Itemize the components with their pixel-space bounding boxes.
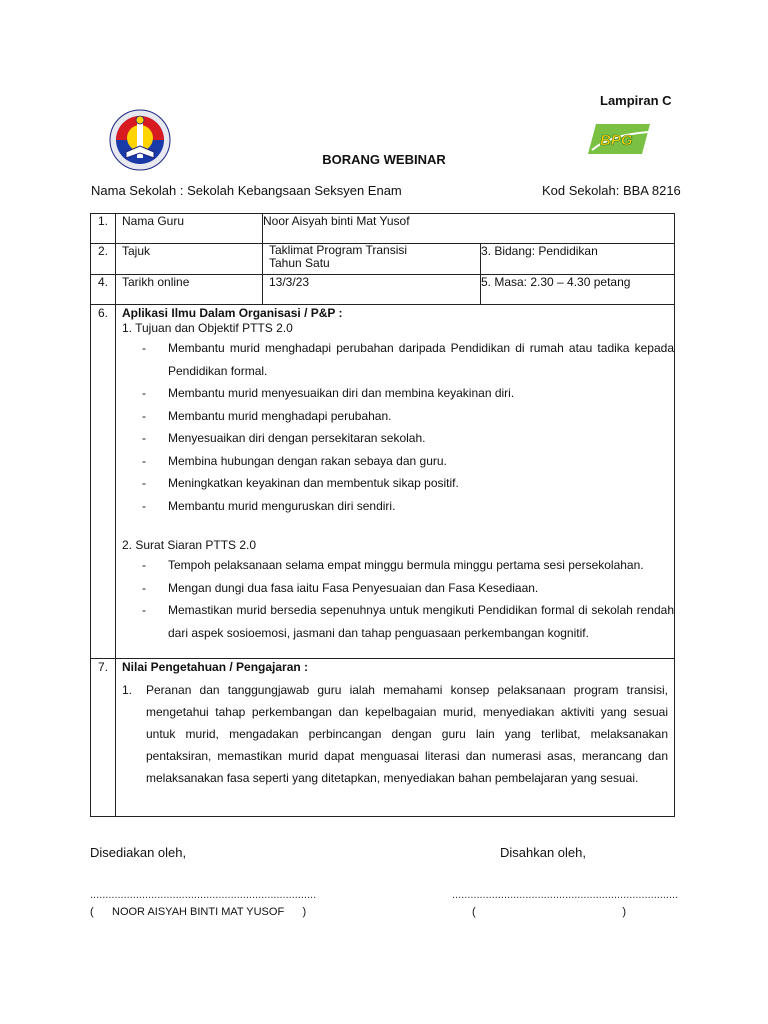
- signature-line-prepared: ..........................................................................: [90, 889, 317, 901]
- school-name: Nama Sekolah : Sekolah Kebangsaan Seksyen Enam: [91, 183, 402, 198]
- appendix-label: Lampiran C: [600, 93, 672, 108]
- row-number: 7.: [91, 659, 116, 817]
- objectives-list: [116, 337, 674, 517]
- list-item: - Membantu murid menguruskan diri sendiri.: [142, 495, 674, 518]
- section-6-heading: Aplikasi Ilmu Dalam Organisasi / P&P :: [122, 306, 343, 320]
- section-7-paragraph: [116, 679, 674, 789]
- webinar-form-table: [90, 213, 675, 817]
- title-line-2: Tahun Satu: [269, 256, 330, 270]
- list-item: - Tempoh pelaksanaan selama empat minggu bermula minggu pertama sesi persekolahan.: [142, 554, 674, 577]
- paragraph-text: Peranan dan tanggungjawab guru ialah memahami konsep pelaksanaan program transisi, mengetahui tahap perkembangan dan kepelbagaian murid, menyediakan aktiviti yang sesuai untuk murid, mengadakan perbincangan dengan guru lain yang terlibat, melaksanakan pentaksiran, memastikan murid dapat menguasai literasi dan numerasi asas, merancang dan melaksanakan fasa seperti yang ditetapkan, menyediakan bahan pembelajaran yang sesuai.: [146, 683, 668, 785]
- field-label: Tajuk: [116, 244, 263, 275]
- title-line-1: Taklimat Program Transisi: [269, 243, 408, 257]
- row-date: [91, 275, 675, 305]
- list-item: - Menyesuaikan diri dengan persekitaran sekolah.: [142, 427, 674, 450]
- list-item: - Meningkatkan keyakinan dan membentuk sikap positif.: [142, 472, 674, 495]
- signature-line-approved: ..........................................................................: [452, 889, 679, 901]
- approved-by-name: ( ): [472, 906, 627, 918]
- row-number: 1.: [91, 214, 116, 244]
- row-number: 6.: [91, 305, 116, 659]
- school-code: Kod Sekolah: BBA 8216: [542, 183, 681, 198]
- bpg-logo-text: BPG: [600, 132, 633, 149]
- row-title: [91, 244, 675, 275]
- list-item: - Mengan dungi dua fasa iaitu Fasa Penyesuaian dan Fasa Kesediaan.: [142, 577, 674, 600]
- field-label: Tarikh online: [116, 275, 263, 305]
- section-7-heading: Nilai Pengetahuan / Pengajaran :: [122, 660, 309, 674]
- list-item: - Membantu murid menyesuaikan diri dan membina keyakinan diri.: [142, 382, 674, 405]
- section-6-content: [116, 305, 675, 659]
- list-item: - Membantu murid menghadapi perubahan.: [142, 405, 674, 428]
- section-7-content: [116, 659, 675, 817]
- section-6-sub-2: 2. Surat Siaran PTTS 2.0: [122, 538, 257, 552]
- circular-list: [116, 554, 674, 644]
- teacher-name-value: Noor Aisyah binti Mat Yusof: [263, 214, 675, 244]
- row-number: 4.: [91, 275, 116, 305]
- field-masa: 5. Masa: 2.30 – 4.30 petang: [481, 275, 675, 305]
- list-item: - Memastikan murid bersedia sepenuhnya untuk mengikuti Pendidikan formal di sekolah rendah dari aspek sosioemosi, jasmani dan tahap penguasaan perkembangan kognitif.: [142, 599, 674, 644]
- prepared-by-name: ( NOOR AISYAH BINTI MAT YUSOF ): [90, 906, 307, 918]
- field-label: Nama Guru: [116, 214, 263, 244]
- row-section-6: [91, 305, 675, 659]
- field-bidang: 3. Bidang: Pendidikan: [481, 244, 675, 275]
- row-number: 2.: [91, 244, 116, 275]
- approved-by-label: Disahkan oleh,: [500, 845, 586, 860]
- date-value: 13/3/23: [263, 275, 481, 305]
- form-title: BORANG WEBINAR: [322, 152, 446, 167]
- list-item: - Membantu murid menghadapi perubahan daripada Pendidikan di rumah atau tadika kepada Pendidikan formal.: [142, 337, 674, 382]
- row-section-7: [91, 659, 675, 817]
- list-item: - Membina hubungan dengan rakan sebaya dan guru.: [142, 450, 674, 473]
- row-teacher-name: [91, 214, 675, 244]
- prepared-by-label: Disediakan oleh,: [90, 845, 187, 860]
- section-6-sub-1: 1. Tujuan dan Objektif PTTS 2.0: [122, 321, 293, 335]
- title-value: [263, 244, 481, 275]
- paragraph-number: 1.: [122, 683, 133, 697]
